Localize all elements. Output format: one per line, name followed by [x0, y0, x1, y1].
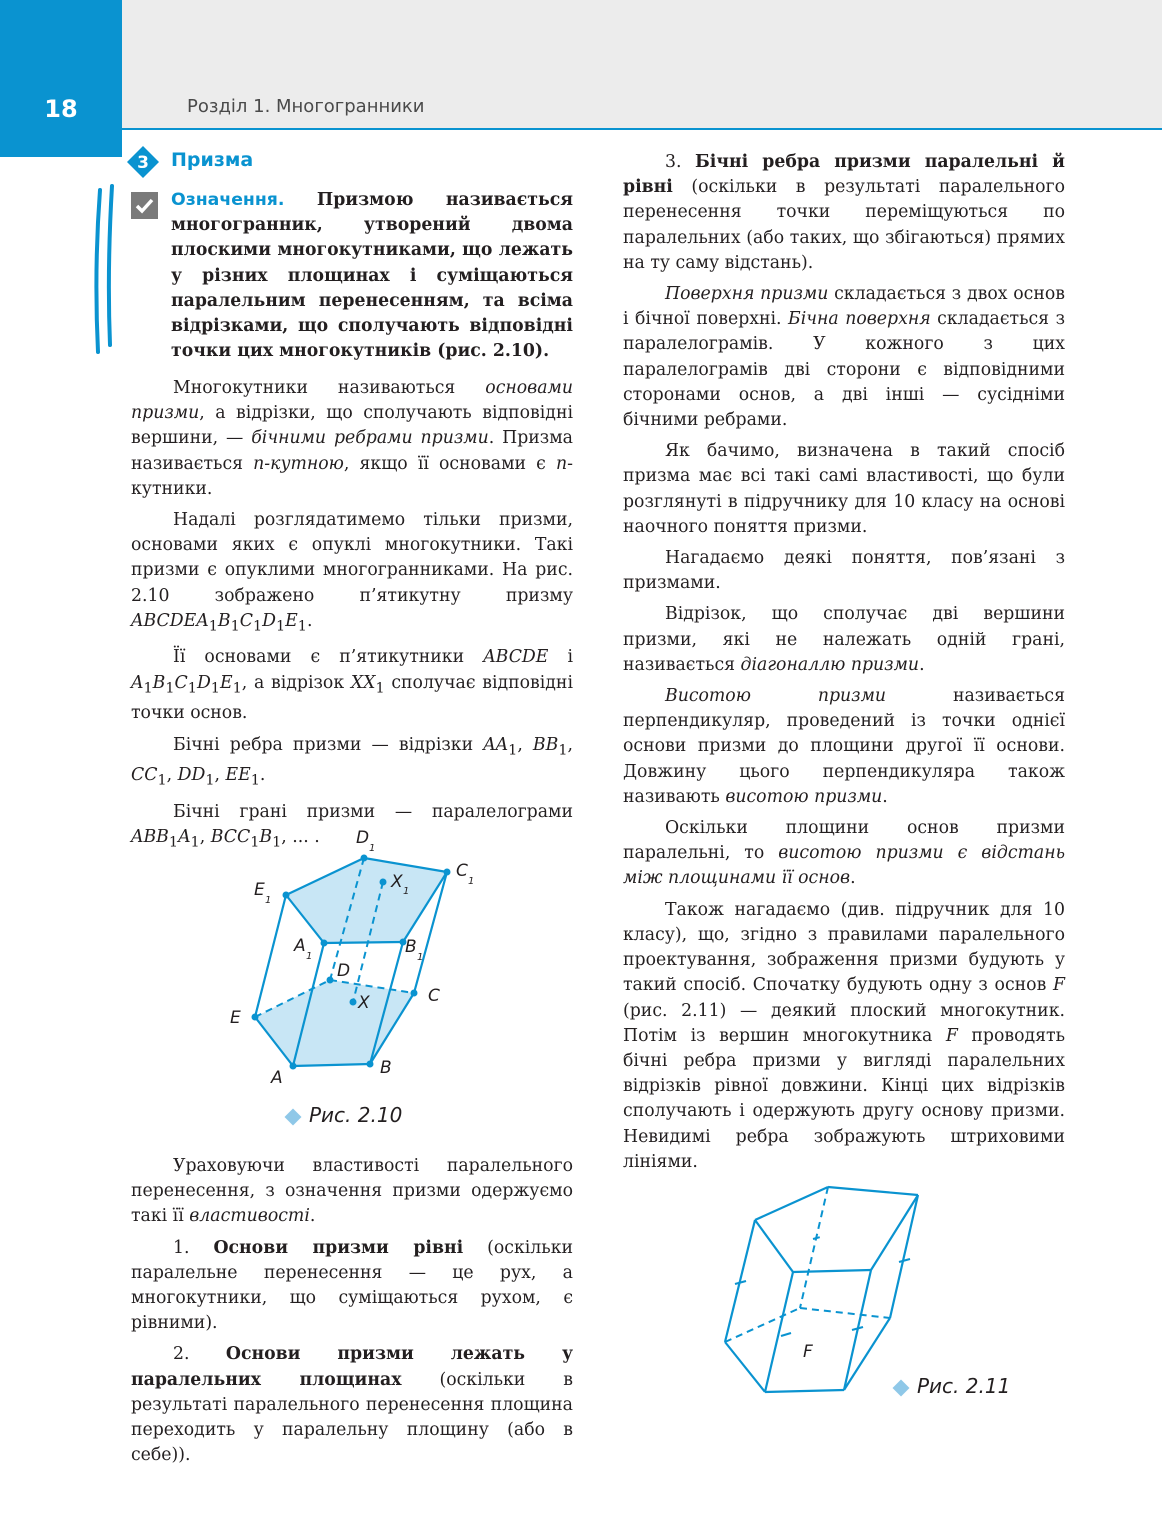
definition-text: Призмою називається многогранник, утворений двома плоскими многокутниками, що лежать у різних площинах і суміщаються паралельним перенесенням, та всіма відрізками, що сполучають відповідні точки цих многокутників (рис. 2.10). [171, 190, 573, 362]
decorative-strokes-icon [80, 180, 120, 360]
label-c: C [428, 986, 440, 1006]
paragraph: Бічні ребра призми — відрізки $AA_1$, $BB_1$, $CC_1$, $DD_1$, $EE_1$. [131, 734, 573, 789]
label-e: E [230, 1008, 241, 1028]
figure-2-11 [715, 1175, 925, 1400]
definition-block [171, 188, 573, 364]
label-f: F [803, 1342, 813, 1362]
figure-2-10 [220, 820, 480, 1100]
label-e1: E [254, 880, 265, 900]
paragraph: 2. Основи призми лежать у паралельних площинах (оскільки в результаті паралельного перенесення площина переходить у паралельну площину (або в себе)). [131, 1344, 574, 1466]
paragraph: Надалі розглядатимемо тільки призми, основами яких є опуклі многокутники. Такі призми є опуклими многогранниками. На рис. 2.10 зображено п’ятикутну призму $ABCDEA_1B_1C_1D_1E_1$. [131, 510, 573, 635]
running-head: Розділ 1. Многогранники [187, 96, 425, 117]
paragraph: 3. Бічні ребра призми паралельні й рівні (оскільки в результаті паралельного перенесення точки переміщуються по паралельних (або таких, що збігаються) прямих на ту саму відстань). [623, 152, 1065, 273]
svg-text:1: 1 [468, 876, 475, 887]
paragraph: Відрізок, що сполучає дві вершини призми, які не належать одній грані, називається діагоналлю призми. [623, 604, 1065, 675]
header-rule [122, 128, 1162, 130]
definition-label: Означення. [171, 190, 285, 210]
label-a1: A [294, 936, 306, 956]
diamond-bullet-icon [893, 1379, 910, 1396]
paragraph: 1. Основи призми рівні (оскільки паралельне перенесення — це рух, а многокутники, що суміщаються рухом, є рівними). [131, 1237, 574, 1334]
svg-text:1: 1 [369, 843, 376, 854]
label-b: B [380, 1058, 392, 1078]
label-d1: D [356, 828, 370, 848]
paragraph: Ураховуючи властивості паралельного перенесення, з означення призми одержуємо такі її властивості. [131, 1156, 573, 1227]
paragraph: Многокутники називаються основами призми, а відрізки, що сполучають відповідні вершини, — бічними ребрами призми. Призма називається n-кутною, якщо її основами є n-кутники. [131, 378, 573, 499]
svg-text:1: 1 [403, 886, 410, 897]
paragraph: Її основами є п’ятикутники ABCDE і $A_1B_1C_1D_1E_1$, а відрізок $XX_1$ сполучає відповідні точки основ. [131, 647, 573, 724]
paragraph: Висотою призми називається перпендикуляр, проведений із точки однієї основи призми до площини другої її основи. Довжину цього перпендикуляра також називають висотою призми. [623, 686, 1065, 807]
paragraph: Бічні грані призми — паралелограми $ABB_1A_1$, $BCC_1B_1$, ... . [131, 801, 573, 851]
section-number-badge [127, 146, 159, 178]
paragraph: Нагадаємо деякі поняття, пов’язані з призмами. [623, 548, 1065, 594]
label-x: X [358, 993, 370, 1013]
label-c1: C [456, 861, 468, 881]
section-number: 3 [137, 153, 149, 173]
svg-text:1: 1 [417, 952, 424, 963]
paragraph: Як бачимо, визначена в такий спосіб призма має всі такі самі властивості, що були розглянуті в підручнику для 10 класу на основі наочного поняття призми. [623, 441, 1065, 537]
label-a: A [271, 1068, 283, 1088]
svg-text:1: 1 [306, 951, 313, 962]
left-column-text [131, 376, 573, 862]
figure-2-11-caption: Рис. 2.11 [895, 1374, 1010, 1398]
label-d: D [337, 961, 351, 981]
paragraph: Поверхня призми складається з двох основ і бічної поверхні. Бічна поверхня складається з паралелограмів. У кожного з цих паралелограмів дві сторони є відповідними сторонами основ, а дві інші — сусідніми бічними ребрами. [623, 284, 1065, 431]
label-b1: B [405, 937, 417, 957]
paragraph: Оскільки площини основ призми паралельні, то висотою призми є відстань між площинами її основ. [623, 818, 1065, 889]
label-x1: X [391, 872, 403, 892]
diamond-bullet-icon [285, 1108, 302, 1125]
left-column-bottom-text [131, 1154, 573, 1474]
svg-text:1: 1 [265, 895, 272, 906]
section-title: Призма [171, 149, 254, 171]
page-number: 18 [44, 95, 78, 123]
right-column-text [623, 150, 1065, 1181]
checkmark-icon [131, 192, 158, 219]
figure-2-10-caption: Рис. 2.10 [287, 1103, 402, 1127]
paragraph: Також нагадаємо (див. підручник для 10 класу), що, згідно з правилами паралельного проектування, зображення призми будують у такий спосіб. Спочатку будують одну з основ F (рис. 2.11) — деякий плоский многокутник. Потім із вершин многокутника F проводять бічні ребра призми у вигляді паралельних відрізків рівної довжини. Кінці цих відрізків сполучають і одержують другу основу призми. Невидимі ребра зображують штриховими лініями. [623, 899, 1066, 1172]
page-number-tab [0, 0, 122, 157]
header-band [0, 0, 1162, 130]
